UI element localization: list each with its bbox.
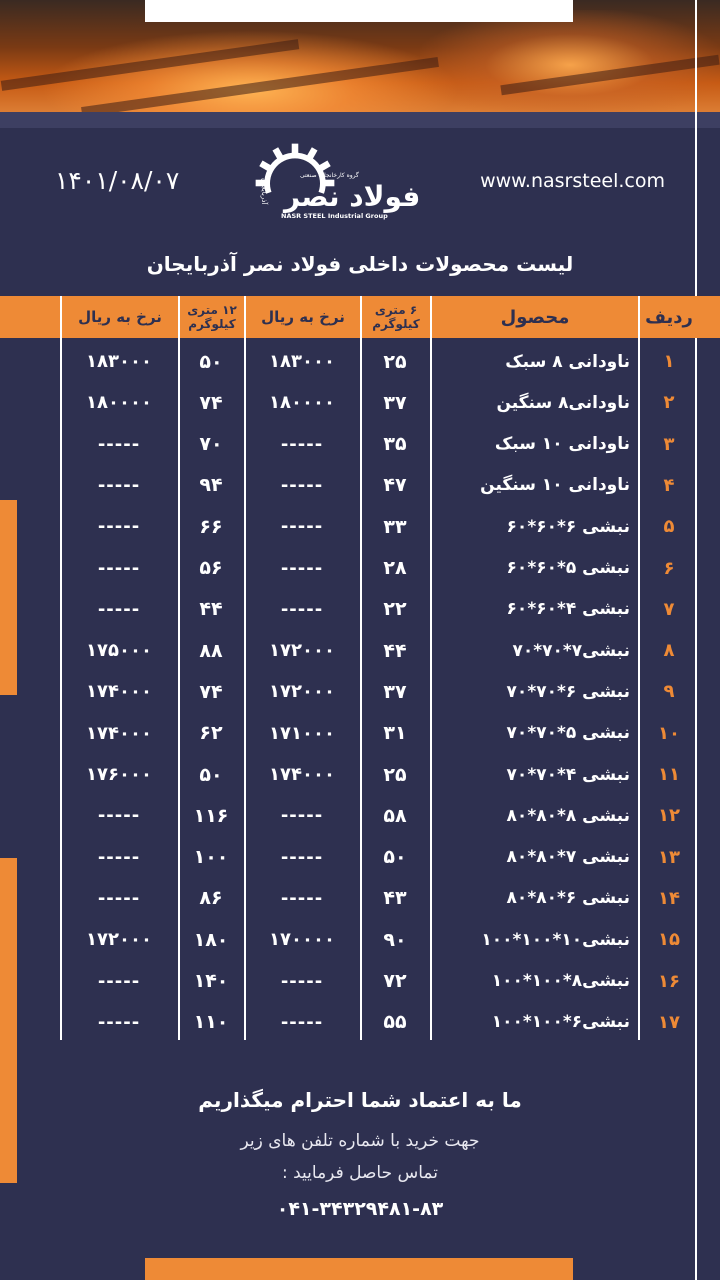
row-number-cell: ۵ <box>663 516 675 538</box>
product-cell: ناودانی ۸ سبک <box>505 351 630 372</box>
price-12m-cell: ۱۷۵۰۰۰ <box>86 640 152 662</box>
price-6m-cell: ۱۷۴۰۰۰ <box>269 764 335 785</box>
table-row <box>0 382 720 423</box>
price-6m-cell: ----- <box>280 474 324 496</box>
table-row <box>0 919 720 960</box>
logo-brand-en: NASR STEEL Industrial Group <box>281 212 388 220</box>
table-row <box>0 671 720 712</box>
table-row <box>0 548 720 589</box>
row-number-cell: ۳ <box>663 433 675 455</box>
weight-6m-cell: ۵۵ <box>383 1011 407 1034</box>
product-cell: نبشی۱۰*۱۰۰*۱۰۰ <box>481 929 630 950</box>
weight-12m-cell: ۱۴۰ <box>193 970 229 992</box>
product-cell: نبشی ۷*۸۰*۸۰ <box>506 847 630 868</box>
header-price-6m: نرخ به ریال <box>261 308 345 326</box>
row-number-cell: ۱۱ <box>658 764 680 785</box>
weight-6m-cell: ۳۳ <box>383 515 407 538</box>
table-row <box>0 589 720 630</box>
price-12m-cell: ----- <box>97 846 141 868</box>
price-6m-cell: ۱۷۲۰۰۰ <box>269 681 335 703</box>
price-12m-cell: ----- <box>97 516 141 538</box>
price-12m-cell: ----- <box>97 970 141 992</box>
product-cell: نبشی ۶*۶۰*۶۰ <box>506 516 630 537</box>
weight-6m-cell: ۲۸ <box>383 557 407 579</box>
weight-12m-cell: ۷۴ <box>199 680 223 703</box>
row-number-cell: ۴ <box>663 474 675 496</box>
price-6m-cell: ----- <box>280 1011 324 1033</box>
price-6m-cell: ۱۸۳۰۰۰ <box>269 351 335 372</box>
weight-6m-cell: ۳۷ <box>383 391 407 414</box>
table-row <box>0 878 720 919</box>
product-cell: ناودانی ۱۰ سنگین <box>480 475 630 496</box>
website-link[interactable]: www.nasrsteel.com <box>480 170 665 192</box>
table-row <box>0 837 720 878</box>
product-cell: نبشی ۶*۷۰*۷۰ <box>506 681 630 702</box>
product-cell: نبشی ۵*۷۰*۷۰ <box>506 723 630 744</box>
product-cell: نبشی ۸*۸۰*۸۰ <box>506 805 630 826</box>
row-number-cell: ۹ <box>663 681 675 703</box>
price-6m-cell: ----- <box>280 970 324 992</box>
weight-6m-cell: ۵۰ <box>383 846 407 869</box>
price-6m-cell: ----- <box>280 887 324 909</box>
company-logo <box>248 142 438 232</box>
header-weight-6m: ۶ متری کیلوگرم <box>372 303 420 331</box>
header-price-12m: نرخ به ریال <box>78 308 162 326</box>
hero-divider <box>0 112 720 128</box>
table-row <box>0 961 720 1002</box>
product-cell: نبشی۸*۱۰۰*۱۰۰ <box>491 971 630 991</box>
weight-6m-cell: ۴۴ <box>383 639 407 662</box>
price-6m-cell: ۱۸۰۰۰۰ <box>269 392 335 414</box>
price-12m-cell: ۱۸۰۰۰۰ <box>86 392 152 414</box>
weight-12m-cell: ۶۲ <box>199 722 223 745</box>
product-cell: ناودانی۸ سنگین <box>496 392 630 413</box>
bottom-accent-bar <box>145 1258 573 1280</box>
table-row <box>0 506 720 547</box>
product-cell: ناودانی ۱۰ سبک <box>494 434 630 455</box>
row-number-cell: ۱۴ <box>658 887 680 909</box>
weight-12m-cell: ۵۶ <box>199 557 223 579</box>
price-6m-cell: ----- <box>280 805 324 827</box>
weight-12m-cell: ۱۰۰ <box>193 846 229 869</box>
price-6m-cell: ----- <box>280 433 324 455</box>
table-row <box>0 630 720 671</box>
price-12m-cell: ۱۸۳۰۰۰ <box>86 351 152 372</box>
row-number-cell: ۷ <box>663 598 675 620</box>
weight-6m-cell: ۳۷ <box>383 680 407 703</box>
footer-instruction-2: تماس حاصل فرمایید : <box>281 1163 438 1183</box>
weight-12m-cell: ۴۴ <box>199 598 223 621</box>
row-number-cell: ۱۰ <box>658 722 680 744</box>
row-number-cell: ۶ <box>663 557 675 579</box>
product-cell: نبشی۷*۷۰*۷۰ <box>512 640 630 661</box>
logo-region: آذربایجان <box>260 178 268 205</box>
header-weight-12m: ۱۲ متری کیلوگرم <box>187 303 237 331</box>
weight-6m-cell: ۲۵ <box>383 350 407 373</box>
row-number-cell: ۱۲ <box>658 805 680 827</box>
weight-6m-cell: ۳۱ <box>383 722 407 745</box>
price-12m-cell: ۱۷۲۰۰۰ <box>86 929 152 951</box>
price-12m-cell: ۱۷۴۰۰۰ <box>86 722 152 744</box>
price-6m-cell: ۱۷۱۰۰۰ <box>269 722 335 744</box>
price-12m-cell: ----- <box>97 474 141 496</box>
weight-12m-cell: ۱۸۰ <box>193 928 229 951</box>
price-6m-cell: ----- <box>280 516 324 538</box>
weight-6m-cell: ۴۳ <box>383 887 407 910</box>
weight-12m-cell: ۸۶ <box>199 887 223 910</box>
table-row <box>0 424 720 465</box>
hero-white-panel <box>145 0 573 22</box>
price-12m-cell: ۱۷۴۰۰۰ <box>86 681 152 703</box>
weight-6m-cell: ۴۷ <box>383 474 407 497</box>
footer-instruction-1: جهت خرید با شماره تلفن های زیر <box>240 1131 480 1151</box>
price-6m-cell: ----- <box>280 557 324 579</box>
product-cell: نبشی ۶*۸۰*۸۰ <box>506 888 630 909</box>
logo-tagline: گروه کارخانجات صنعتی <box>300 172 359 179</box>
table-row <box>0 465 720 506</box>
weight-6m-cell: ۹۰ <box>383 928 407 951</box>
weight-12m-cell: ۱۱۰ <box>193 1011 229 1034</box>
price-12m-cell: ----- <box>97 805 141 827</box>
phone-number[interactable]: ۰۴۱-۳۴۳۲۹۴۸۱-۸۳ <box>276 1198 444 1220</box>
row-number-cell: ۱۶ <box>658 970 680 992</box>
row-number-cell: ۸ <box>663 640 675 662</box>
product-cell: نبشی۶*۱۰۰*۱۰۰ <box>491 1012 630 1033</box>
price-6m-cell: ----- <box>280 598 324 620</box>
weight-6m-cell: ۵۸ <box>383 804 407 827</box>
price-12m-cell: ----- <box>97 557 141 579</box>
table-row <box>0 795 720 836</box>
table-row <box>0 1002 720 1043</box>
date-label: ۱۴۰۱/۰۸/۰۷ <box>55 166 180 195</box>
weight-12m-cell: ۹۴ <box>199 474 223 497</box>
product-cell: نبشی ۴*۷۰*۷۰ <box>506 764 630 785</box>
weight-12m-cell: ۵۰ <box>199 763 223 786</box>
weight-6m-cell: ۲۲ <box>383 598 407 621</box>
header-row-number: ردیف <box>645 306 693 328</box>
price-12m-cell: ----- <box>97 887 141 909</box>
product-cell: نبشی ۴*۶۰*۶۰ <box>506 599 630 620</box>
price-12m-cell: ----- <box>97 598 141 620</box>
product-cell: نبشی ۵*۶۰*۶۰ <box>506 558 630 578</box>
price-12m-cell: ----- <box>97 1011 141 1033</box>
logo-brand-fa: فولاد نصر <box>284 180 421 213</box>
row-number-cell: ۱۳ <box>658 846 680 868</box>
weight-12m-cell: ۶۶ <box>199 515 223 538</box>
price-6m-cell: ----- <box>280 846 324 868</box>
weight-6m-cell: ۳۵ <box>383 433 407 456</box>
weight-12m-cell: ۱۱۶ <box>193 804 229 827</box>
row-number-cell: ۱۵ <box>658 929 680 951</box>
price-12m-cell: ----- <box>97 433 141 455</box>
table-row <box>0 341 720 382</box>
price-6m-cell: ۱۷۲۰۰۰ <box>269 640 335 662</box>
row-number-cell: ۱۷ <box>658 1011 680 1033</box>
weight-12m-cell: ۷۴ <box>199 391 223 414</box>
weight-12m-cell: ۸۸ <box>199 639 223 662</box>
row-number-cell: ۲ <box>663 392 675 414</box>
weight-12m-cell: ۵۰ <box>199 350 223 373</box>
weight-12m-cell: ۷۰ <box>199 433 223 456</box>
footer-slogan: ما به اعتماد شما احترام میگذاریم <box>198 1088 522 1112</box>
header-product: محصول <box>500 306 570 328</box>
weight-6m-cell: ۷۲ <box>383 970 407 992</box>
weight-6m-cell: ۲۵ <box>383 763 407 786</box>
row-number-cell: ۱ <box>663 351 675 372</box>
page-title: لیست محصولات داخلی فولاد نصر آذربایجان <box>146 252 574 276</box>
price-12m-cell: ۱۷۶۰۰۰ <box>86 764 152 785</box>
price-6m-cell: ۱۷۰۰۰۰ <box>269 929 335 951</box>
table-row <box>0 754 720 795</box>
table-row <box>0 713 720 754</box>
